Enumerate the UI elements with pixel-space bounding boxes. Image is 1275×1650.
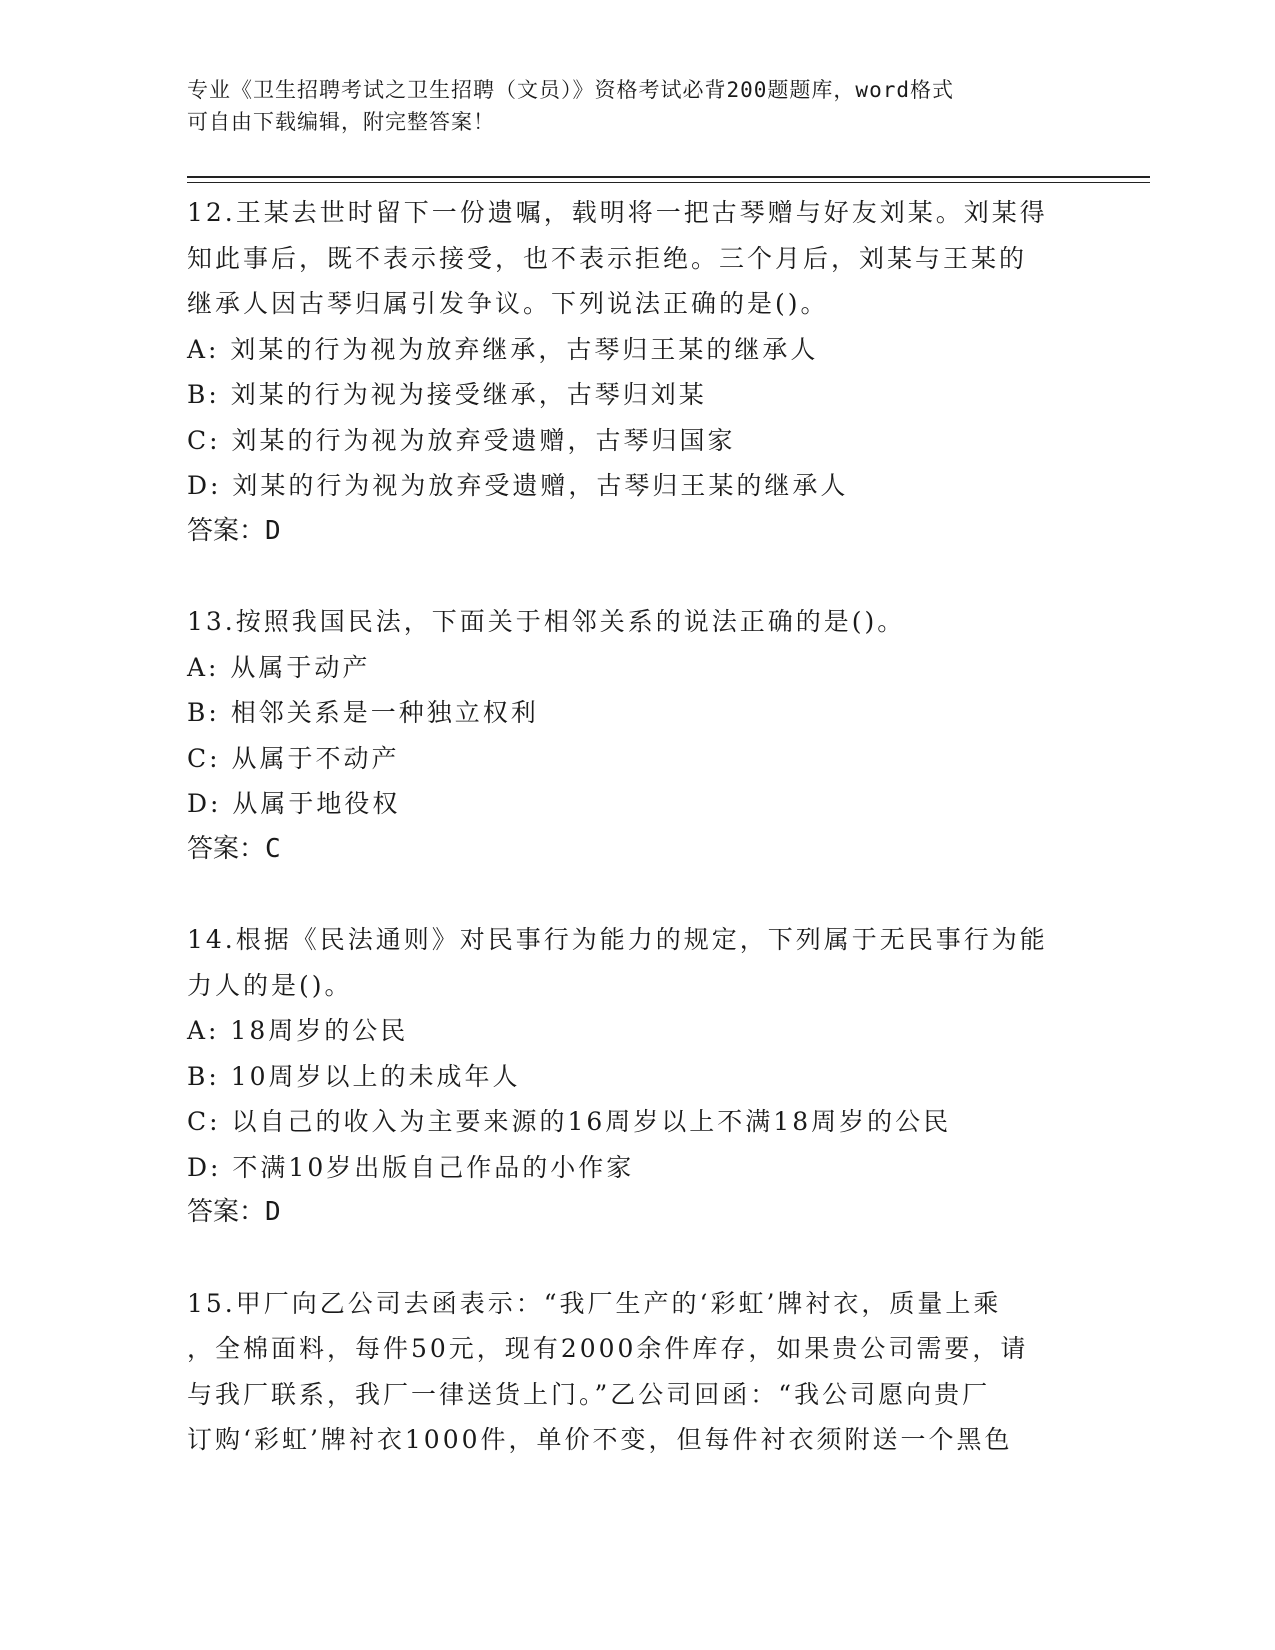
question-text: 力人的是()。	[187, 970, 353, 1000]
question-text: 15.甲厂向乙公司去函表示：“我厂生产的‘彩虹’牌衬衣，质量上乘	[187, 1288, 1002, 1318]
option-b: B: 相邻关系是一种独立权利	[187, 698, 539, 727]
answer: 答案：D	[187, 1197, 281, 1227]
question-text: 14.根据《民法通则》对民事行为能力的规定，下列属于无民事行为能	[187, 925, 1048, 954]
option-c: C: 刘某的行为视为放弃受遗赠，古琴归国家	[187, 425, 736, 455]
header-divider-thick	[187, 176, 1150, 178]
option-d: D: 从属于地役权	[187, 789, 401, 818]
question-text: 订购‘彩虹’牌衬衣1000件，单价不变，但每件衬衣须附送一个黑色	[187, 1425, 1013, 1454]
question-text: 13.按照我国民法，下面关于相邻关系的说法正确的是()。	[187, 607, 906, 636]
question-14	[187, 917, 1067, 1236]
answer: 答案：D	[187, 515, 281, 546]
question-text: ，全棉面料，每件50元，现有2000余件库存，如果贵公司需要，请	[187, 1334, 1029, 1363]
question-13	[187, 599, 1067, 872]
option-a: A: 刘某的行为视为放弃继承，古琴归王某的继承人	[187, 334, 819, 364]
option-c: C: 以自己的收入为主要来源的16周岁以上不满18周岁的公民	[187, 1107, 952, 1136]
question-text: 与我厂联系，我厂一律送货上门。”乙公司回函：“我公司愿向贵厂	[187, 1379, 991, 1409]
option-d: D: 不满10岁出版自己作品的小作家	[187, 1152, 635, 1182]
document-header	[187, 74, 1067, 138]
question-text: 12.王某去世时留下一份遗嘱，载明将一把古琴赠与好友刘某。刘某得	[187, 198, 1048, 227]
option-b: B: 刘某的行为视为接受继承，古琴归刘某	[187, 380, 707, 409]
header-line-2: 可自由下载编辑，附完整答案！	[187, 110, 495, 134]
question-list	[187, 190, 1067, 1463]
question-text: 知此事后，既不表示接受，也不表示拒绝。三个月后，刘某与王某的	[187, 243, 1028, 273]
option-b: B: 10周岁以上的未成年人	[187, 1061, 521, 1091]
option-d: D: 刘某的行为视为放弃受遗赠，古琴归王某的继承人	[187, 471, 849, 500]
question-15	[187, 1281, 1067, 1463]
option-a: A: 18周岁的公民	[187, 1016, 409, 1045]
question-12	[187, 190, 1067, 554]
header-line-1: 专业《卫生招聘考试之卫生招聘（文员）》资格考试必背200题题库，word格式	[187, 78, 954, 102]
answer: 答案：C	[187, 833, 281, 864]
question-text: 继承人因古琴归属引发争议。下列说法正确的是()。	[187, 289, 829, 318]
option-a: A: 从属于动产	[187, 652, 371, 682]
header-divider-thin	[187, 182, 1150, 183]
option-c: C: 从属于不动产	[187, 743, 400, 773]
